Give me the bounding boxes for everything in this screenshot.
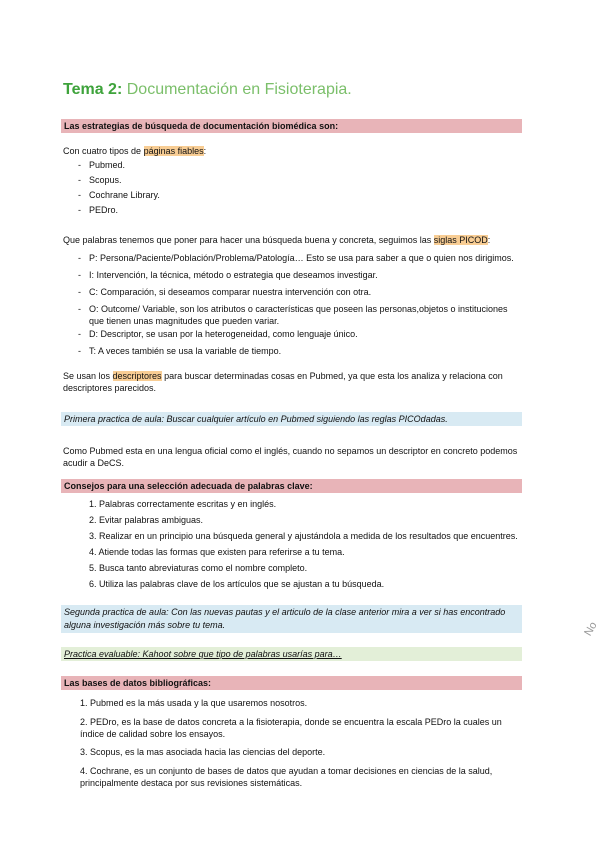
margin-text: No [582,619,600,639]
decs-paragraph: Como Pubmed esta en una lengua oficial como el inglés, cuando no sepamos un descriptor en concreto podemos acudir a DeCS. [63,446,518,468]
descriptores-post: para buscar determinadas cosas en Pubmed, ya que esta los analiza y relaciona con descriptores parecidos. [63,371,503,393]
picod-intro [63,235,523,247]
section-heading-estrategias: Las estrategias de búsqueda de documentación biomédica son: [61,119,522,133]
list-item: - P: Persona/Paciente/Población/Problema/Patología… Esto se usa para saber a que o quien nos dirigimos. [78,253,523,270]
list-item: 2. Evitar palabras ambiguas. [89,515,204,525]
title-text: Documentación en Fisioterapia. [126,81,352,98]
list-item: 2. PEDro, es la base de datos concreta a la fisioterapia, donde se encuentra la escala PEDro la cuales un índice de calidad sobre los ensayos. [80,717,502,739]
list-item: 1. Palabras correctamente escritas y en inglés. [89,499,277,509]
section-heading-consejos: Consejos para una selección adecuada de palabras clave: [61,479,522,493]
practice-box-1: Primera practica de aula: Buscar cualquier artículo en Pubmed siguiendo las reglas PICOdadas. [61,412,522,426]
picod-intro-pre: Que palabras tenemos que poner para hacer una búsqueda buena y concreta, seguimos las [63,235,434,245]
picod-intro-post: : [487,235,491,245]
title-number: Tema 2: [63,81,123,98]
descriptores-highlight: descriptores [112,371,162,381]
practice-evaluable-text: Practica evaluable: Kahoot sobre que tipo de palabras usarías para… [64,649,342,659]
paginas-fiables-highlight: páginas fiables [143,146,204,156]
list-item: 4. Atiende todas las formas que existen para referirse a tu tema. [89,547,345,557]
practice-box-3 [61,647,522,661]
paginas-intro [63,146,523,158]
list-item: 4. Cochrane, es un conjunto de bases de datos que ayudan a tomar decisiones en ciencias de la salud, principalmente destaca por sus revisiones sistemáticas. [80,766,493,788]
siglas-picod-highlight: siglas PICOD [433,235,488,245]
tips-list [78,499,528,595]
picod-list [78,253,523,363]
practice-box-2: Segunda practica de aula: Con las nuevas pautas y el articulo de la clase anterior mira a ver si has encontrado alguna investigación más sobre tu tema. [61,605,522,633]
list-item: - D: Descriptor, se usan por la heterogeneidad, como lenguaje único. [78,329,523,346]
descriptores-pre: Se usan los [63,371,113,381]
list-item: 6. Utiliza las palabras clave de los artículos que se ajustan a tu búsqueda. [89,579,385,589]
page-title [63,80,352,101]
list-item: - Scopus. [78,175,160,190]
list-item: - O: Outcome/ Variable, son los atributos o características que poseen las personas,objetos o instituciones que tienen unas magnitudes que pueden variar. [78,304,523,329]
list-item: - C: Comparación, si deseamos comparar nuestra intervención con otra. [78,287,523,304]
list-item: 1. Pubmed es la más usada y la que usaremos nosotros. [80,698,308,708]
list-item: - PEDro. [78,205,160,220]
list-item: - T: A veces también se usa la variable de tiempo. [78,346,523,363]
list-item: 3. Realizar en un principio una búsqueda general y ajustándola a medida de los resultados que encuentres. [89,531,518,541]
pages-list [78,160,160,220]
descriptores-paragraph [63,371,523,394]
paginas-intro-pre: Con cuatro tipos de [63,146,144,156]
list-item: - I: Intervención, la técnica, método o estrategia que deseamos investigar. [78,270,523,287]
list-item: - Pubmed. [78,160,160,175]
list-item: 5. Busca tanto abreviaturas como el nombre completo. [89,563,308,573]
section-heading-bases: Las bases de datos bibliográficas: [61,676,522,690]
list-item: - Cochrane Library. [78,190,160,205]
paginas-intro-post: : [203,146,207,156]
list-item: 3. Scopus, es la mas asociada hacia las ciencias del deporte. [80,747,326,757]
